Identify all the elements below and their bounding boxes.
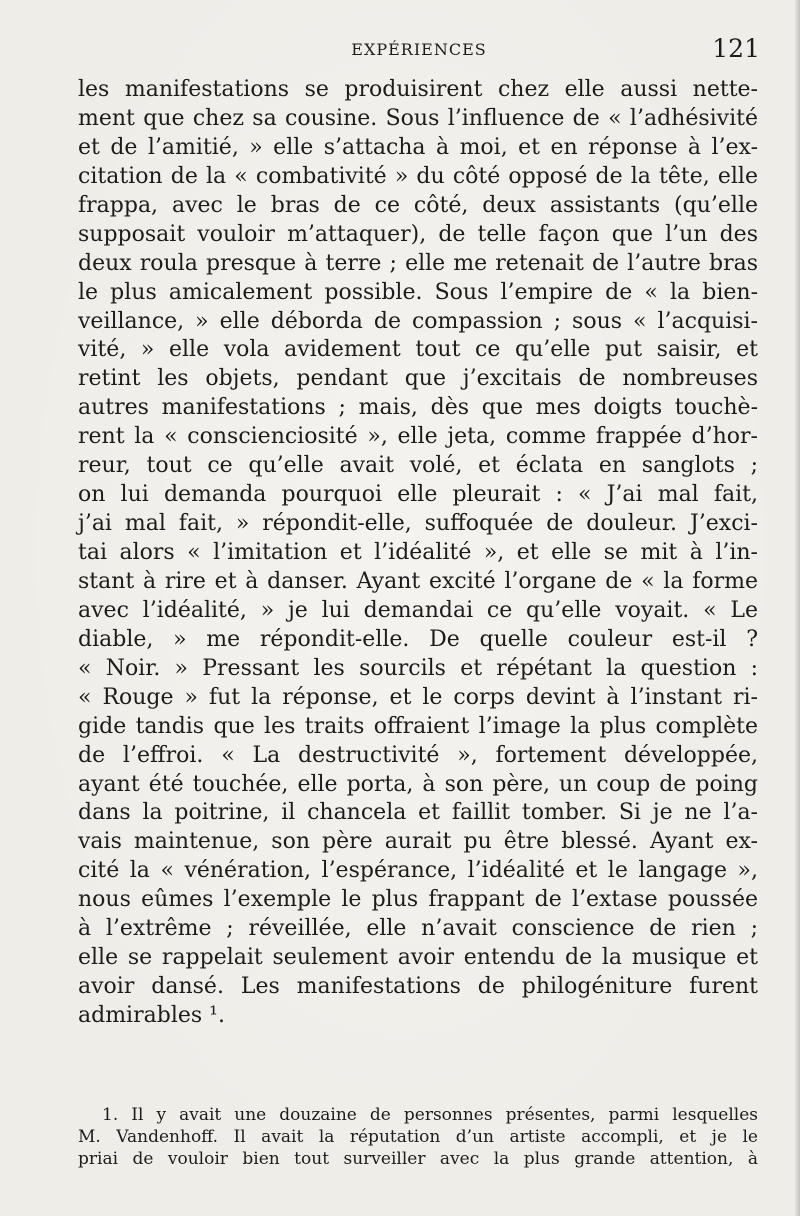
text-line: cité la « vénération, l’espérance, l’idéalité et le langage », bbox=[78, 858, 758, 884]
text-line: retint les objets, pendant que j’excitais de nombreuses bbox=[78, 366, 758, 392]
footnote-line: 1. Il y avait une douzaine de personnes présentes, parmi lesquelles bbox=[102, 1105, 758, 1125]
text-line: de l’effroi. « La destructivité », fortement développée, bbox=[78, 742, 758, 768]
text-line: et de l’amitié, » elle s’attacha à moi, et en réponse à l’ex- bbox=[78, 134, 758, 160]
text-line: autres manifestations ; mais, dès que mes doigts touchè- bbox=[78, 395, 758, 421]
text-line: reur, tout ce qu’elle avait volé, et éclata en sanglots ; bbox=[78, 453, 758, 479]
text-line: « Noir. » Pressant les sourcils et répétant la question : bbox=[78, 655, 758, 681]
text-line: citation de la « combativité » du côté opposé de la tête, elle bbox=[78, 163, 758, 189]
running-head: EXPÉRIENCES bbox=[351, 40, 487, 59]
text-line: deux roula presque à terre ; elle me retenait de l’autre bras bbox=[78, 250, 758, 276]
text-line: on lui demanda pourquoi elle pleurait : « J’ai mal fait, bbox=[78, 482, 758, 508]
text-line: j’ai mal fait, » répondit-elle, suffoquée de douleur. J’exci- bbox=[78, 511, 758, 537]
text-line: dans la poitrine, il chancela et faillit tomber. Si je ne l’a- bbox=[78, 800, 758, 826]
text-line: ayant été touchée, elle porta, à son père, un coup de poing bbox=[78, 771, 758, 797]
text-line: nous eûmes l’exemple le plus frappant de l’extase poussée bbox=[78, 887, 758, 913]
footnote-line: priai de vouloir bien tout surveiller avec la plus grande attention, à bbox=[78, 1149, 758, 1169]
text-line: supposait vouloir m’attaquer), de telle façon que l’un des bbox=[78, 221, 758, 247]
text-line: « Rouge » fut la réponse, et le corps devint à l’instant ri- bbox=[78, 684, 758, 710]
text-line: les manifestations se produisirent chez elle aussi nette- bbox=[78, 77, 758, 102]
text-line: frappa, avec le bras de ce côté, deux assistants (qu’elle bbox=[78, 192, 758, 218]
footnotes bbox=[78, 1104, 758, 1170]
text-line: vais maintenue, son père aurait pu être blessé. Ayant ex- bbox=[78, 829, 758, 855]
text-line: avec l’idéalité, » je lui demandai ce qu’elle voyait. « Le bbox=[78, 597, 758, 623]
page-edge-shadow bbox=[794, 0, 800, 1216]
text-line: gide tandis que les traits offraient l’image la plus complète bbox=[78, 713, 758, 739]
page-header bbox=[78, 34, 760, 70]
text-line: le plus amicalement possible. Sous l’empire de « la bien- bbox=[78, 279, 758, 305]
text-line: vité, » elle vola avidement tout ce qu’elle put saisir, et bbox=[78, 337, 758, 363]
text-line: stant à rire et à danser. Ayant excité l’organe de « la forme bbox=[78, 568, 758, 594]
text-line: à l’extrême ; réveillée, elle n’avait conscience de rien ; bbox=[78, 916, 758, 942]
text-line: tai alors « l’imitation et l’idéalité », et elle se mit à l’in- bbox=[78, 540, 758, 565]
body-text bbox=[78, 76, 758, 1031]
text-line: diable, » me répondit-elle. De quelle couleur est-il ? bbox=[78, 626, 758, 652]
text-line: admirables ¹. bbox=[78, 1003, 225, 1028]
footnote-line: M. Vandenhoff. Il avait la réputation d’un artiste accompli, et je le bbox=[78, 1127, 758, 1147]
text-line: veillance, » elle déborda de compassion ; sous « l’acquisi- bbox=[78, 308, 758, 334]
text-line: ment que chez sa cousine. Sous l’influence de « l’adhésivité bbox=[78, 105, 758, 131]
text-line: avoir dansé. Les manifestations de philogéniture furent bbox=[78, 974, 758, 1000]
page-number: 121 bbox=[712, 34, 760, 63]
text-line: rent la « conscienciosité », elle jeta, comme frappée d’hor- bbox=[78, 424, 758, 450]
text-line: elle se rappelait seulement avoir entendu de la musique et bbox=[78, 945, 758, 971]
